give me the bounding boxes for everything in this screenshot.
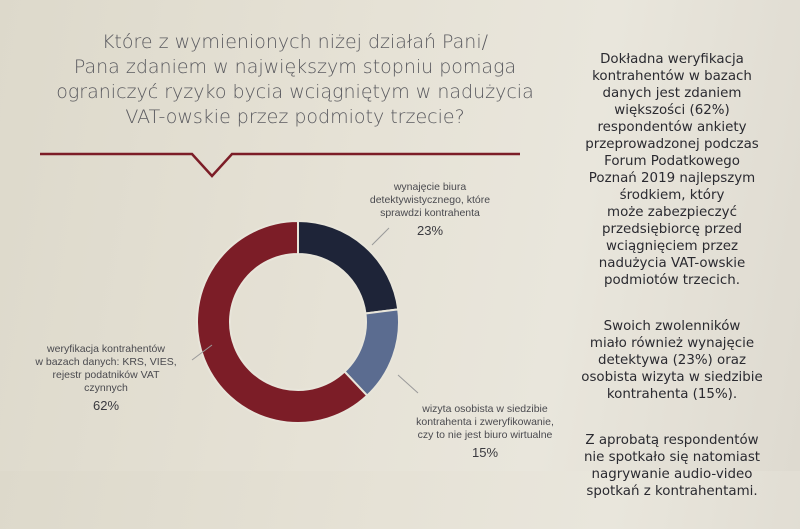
slice-value-detective: 23% xyxy=(416,223,444,238)
slice-label-visit xyxy=(395,390,575,472)
summary-paragraph-1: Dokładna weryfikacja kontrahentów w bazach danych jest zdaniem większości (62%) respondentów ankiety przeprowadzonej podczas Forum Podatkowego Poznań 2019 najlepszym środkiem, który może zabezpieczyć przedsiębiorcę przed wciągnięciem przez nadużycia VAT-owskie podmiotów trzecich. xyxy=(585,52,759,288)
summary-text xyxy=(558,34,786,529)
summary-paragraph-2: Swoich zwolenników miało również wynajęcie detektywa (23%) oraz osobista wizyta w siedzibie kontrahenta (15%). xyxy=(581,319,763,402)
slice-value-database: 62% xyxy=(92,398,120,413)
survey-question: Które z wymienionych niżej działań Pani/ Pana zdaniem w największym stopniu pomaga ograniczyć ryzyko bycia wciągniętym w nadużycia VAT-owskie przez podmioty trzecie? xyxy=(56,31,534,128)
slice-label-database-text: weryfikacja kontrahentów w bazach danych: KRS, VIES, rejestr podatników VAT czynnych xyxy=(35,343,177,394)
summary-paragraph-3: Z aprobatą respondentów nie spotkało się natomiast nagrywanie audio-video spotkań z kontrahentami. xyxy=(583,433,761,499)
slice-value-visit: 15% xyxy=(471,445,499,460)
slice-label-detective-text: wynajęcie biura detektywistycznego, które sprawdzi kontrahenta xyxy=(369,181,491,219)
slice-label-database xyxy=(22,330,190,425)
slice-label-detective xyxy=(350,168,510,250)
slice-label-visit-text: wizyta osobista w siedzibie kontrahenta i zweryfikowanie, czy to nie jest biuro wirtualne xyxy=(416,403,554,441)
